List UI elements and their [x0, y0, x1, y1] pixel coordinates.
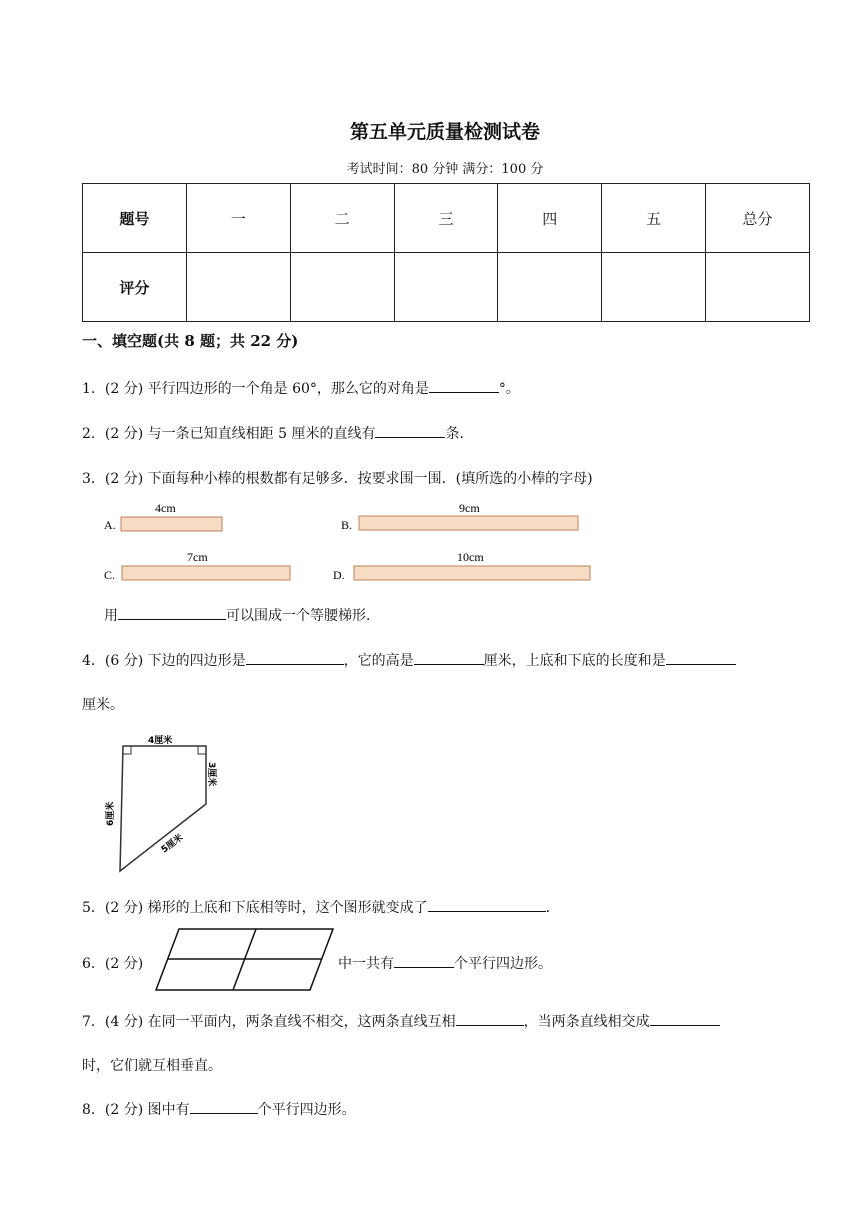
side-label-top: 4厘米 — [148, 736, 173, 746]
stick-d — [354, 566, 590, 580]
question-score: (2 分) — [104, 1102, 144, 1118]
question-3 — [82, 468, 593, 488]
question-number: 6． — [82, 956, 105, 972]
answer-blank[interactable] — [118, 605, 226, 620]
answer-blank[interactable] — [190, 1099, 258, 1114]
stick-letter: A. — [104, 518, 116, 532]
question-text: 下面每种小棒的根数都有足够多．按要求围一围．(填所选的小棒的字母) — [147, 471, 593, 487]
score-header-cell: 二 — [290, 184, 394, 253]
score-table — [82, 183, 810, 322]
question-text: 时，它们就互相垂直。 — [82, 1058, 222, 1074]
answer-blank[interactable] — [414, 650, 484, 665]
stick-a — [121, 517, 222, 531]
score-header-cell: 五 — [602, 184, 706, 253]
question-1 — [82, 378, 520, 398]
stick-letter: C. — [104, 568, 116, 582]
question-7 — [82, 1011, 720, 1031]
question-text: ，当两条直线相交成 — [523, 1014, 650, 1030]
quadrilateral-figure — [100, 728, 230, 876]
question-score: (6 分) — [104, 653, 144, 669]
answer-blank[interactable] — [375, 423, 445, 438]
question-text: 与一条已知直线相距 5 厘米的直线有 — [147, 426, 376, 442]
question-text: °。 — [498, 381, 520, 397]
question-8 — [82, 1099, 356, 1119]
question-text: 个平行四边形。 — [454, 956, 552, 972]
score-header-cell: 一 — [186, 184, 290, 253]
answer-blank[interactable] — [246, 650, 344, 665]
score-table-header-row — [83, 184, 810, 253]
question-text: 下边的四边形是 — [147, 653, 246, 669]
question-text: 梯形的上底和下底相等时，这个图形就变成了 — [147, 900, 428, 916]
question-score: (2 分) — [104, 381, 144, 397]
stick-letter: D. — [333, 568, 345, 582]
stick-letter: B. — [341, 518, 353, 532]
question-5 — [82, 897, 560, 917]
exam-info: 考试时间：80 分钟 满分：100 分 — [346, 162, 544, 177]
answer-blank[interactable] — [666, 650, 736, 665]
question-text: ． — [545, 900, 560, 916]
question-number: 1． — [82, 381, 105, 397]
question-score: (2 分) — [104, 471, 144, 487]
question-text: 中一共有 — [338, 956, 394, 972]
parallelogram-grid-figure — [153, 925, 335, 993]
score-header-cell: 题号 — [83, 184, 187, 253]
score-entry-cell[interactable] — [706, 253, 810, 322]
answer-blank[interactable] — [428, 897, 546, 912]
question-6-text — [338, 953, 552, 973]
answer-blank[interactable] — [429, 378, 499, 393]
stick-c — [122, 566, 290, 580]
score-entry-cell[interactable] — [602, 253, 706, 322]
question-number: 5． — [82, 900, 105, 916]
question-text: ，它的高是 — [343, 653, 414, 669]
question-7-continued — [82, 1055, 222, 1075]
score-header-cell: 四 — [498, 184, 602, 253]
stick-length-label: 10cm — [457, 550, 484, 564]
score-entry-cell[interactable] — [394, 253, 498, 322]
question-text: 图中有 — [147, 1102, 190, 1118]
answer-blank[interactable] — [650, 1011, 720, 1026]
question-4-continued — [82, 694, 124, 714]
question-number: 4． — [82, 653, 105, 669]
right-angle-mark — [123, 746, 131, 754]
question-score: (2 分) — [104, 956, 144, 972]
question-number: 2． — [82, 426, 105, 442]
score-entry-cell[interactable] — [290, 253, 394, 322]
question-text: 可以围成一个等腰梯形． — [226, 608, 380, 624]
question-text: 条． — [445, 426, 474, 442]
question-score: (2 分) — [104, 426, 144, 442]
question-3-answer-line — [104, 605, 380, 625]
section-heading-fill-in: 一、填空题(共 8 题；共 22 分) — [82, 332, 299, 350]
stick-b — [359, 516, 578, 530]
question-score: (4 分) — [104, 1014, 144, 1030]
stick-length-label: 4cm — [155, 501, 176, 515]
question-text: 厘米，上底和下底的长度和是 — [483, 653, 666, 669]
question-score: (2 分) — [104, 900, 144, 916]
score-table-score-row — [83, 253, 810, 322]
question-text: 厘米。 — [82, 697, 124, 713]
score-row-label: 评分 — [83, 253, 187, 322]
side-label-right: 3厘米 — [206, 762, 216, 787]
page-title: 第五单元质量检测试卷 — [349, 121, 540, 143]
stick-length-label: 9cm — [459, 501, 480, 515]
question-6 — [82, 953, 143, 973]
question-text: 个平行四边形。 — [257, 1102, 356, 1118]
side-label-slant: 5厘米 — [159, 832, 186, 856]
score-entry-cell[interactable] — [498, 253, 602, 322]
side-label-left: 6厘米 — [106, 801, 116, 826]
question-4 — [82, 650, 736, 670]
question-text: 用 — [104, 608, 118, 624]
question-number: 8． — [82, 1102, 105, 1118]
right-angle-mark — [198, 746, 206, 754]
question-2 — [82, 423, 473, 443]
stick-length-label: 7cm — [187, 550, 208, 564]
answer-blank[interactable] — [456, 1011, 524, 1026]
answer-blank[interactable] — [394, 953, 454, 968]
score-header-cell: 总分 — [706, 184, 810, 253]
question-text: 在同一平面内，两条直线不相交，这两条直线互相 — [147, 1014, 456, 1030]
score-header-cell: 三 — [394, 184, 498, 253]
question-number: 7． — [82, 1014, 105, 1030]
question-number: 3． — [82, 471, 105, 487]
question-text: 平行四边形的一个角是 60°，那么它的对角是 — [147, 381, 429, 397]
sticks-figure — [95, 498, 605, 588]
score-entry-cell[interactable] — [186, 253, 290, 322]
